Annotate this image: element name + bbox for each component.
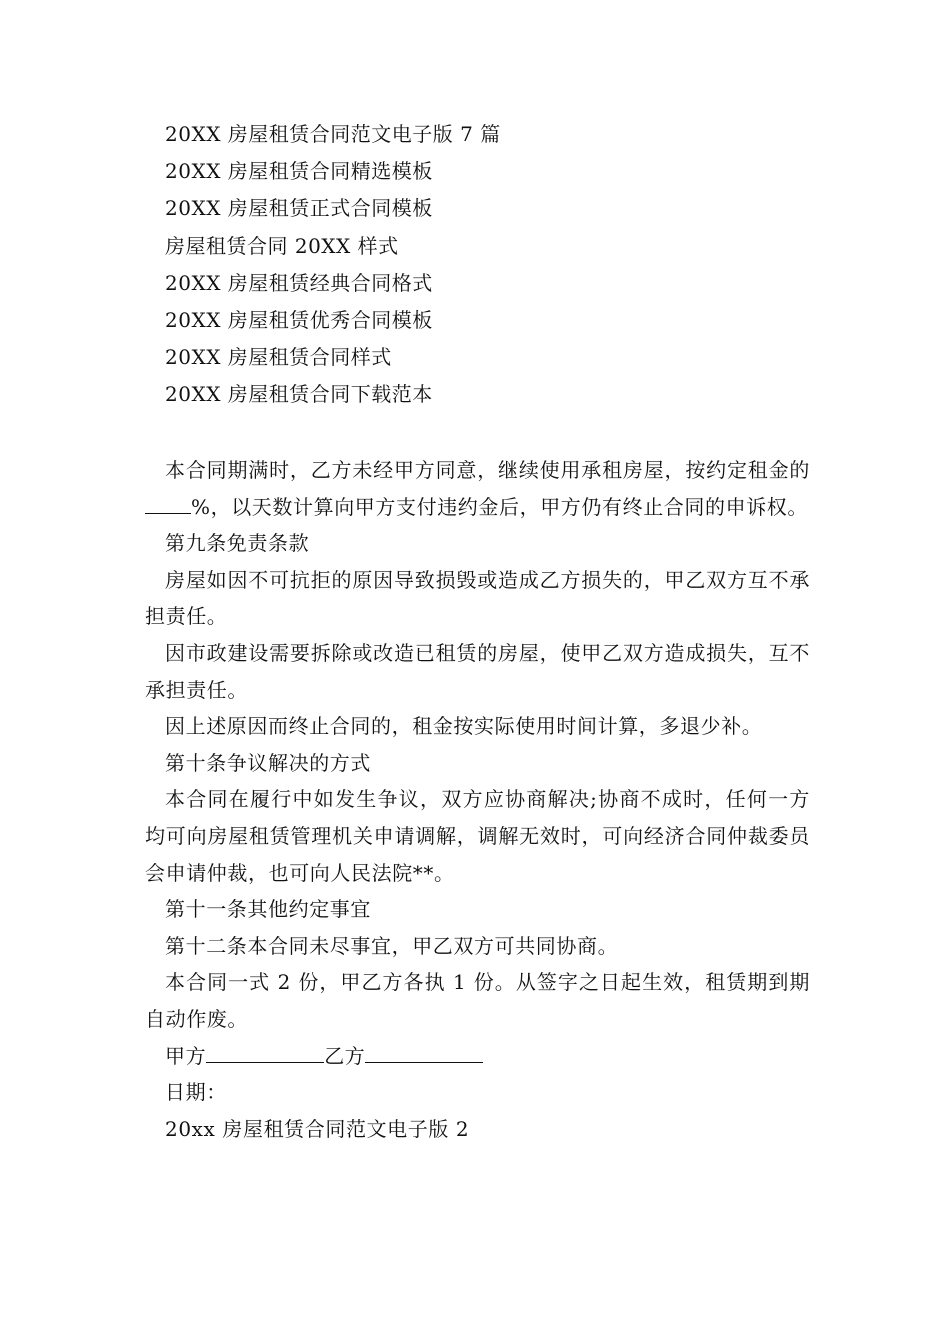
toc-item: 20XX 房屋租赁合同精选模板 xyxy=(165,159,433,184)
toc-item: 20XX 房屋租赁正式合同模板 xyxy=(165,196,433,221)
paragraph-text: %，以天数计算向甲方支付违约金后，甲方仍有终止合同的申诉权。 xyxy=(191,494,809,519)
paragraph-expiry-penalty xyxy=(145,452,810,525)
section-heading-other: 第十一条其他约定事宜 xyxy=(165,897,371,922)
paragraph-municipal-construction: 因市政建设需要拆除或改造已租赁的房屋，使甲乙双方造成损失，互不承担责任。 xyxy=(145,640,810,702)
toc-item: 20XX 房屋租赁合同样式 xyxy=(165,345,392,370)
paragraph-dispute-resolution: 本合同在履行中如发生争议，双方应协商解决;协商不成时，任何一方均可向房屋租赁管理机关申请调解，调解无效时，可向经济合同仲裁委员会申请仲裁，也可向人民法院**。 xyxy=(145,787,810,885)
date-label: 日期： xyxy=(165,1080,227,1105)
section-heading-dispute: 第十条争议解决的方式 xyxy=(165,750,371,775)
paragraph-force-majeure: 房屋如因不可抗拒的原因导致损毁或造成乙方损失的，甲乙双方互不承担责任。 xyxy=(145,567,810,629)
toc-item: 房屋租赁合同 20XX 样式 xyxy=(165,233,399,258)
next-document-title: 20xx 房屋租赁合同范文电子版 2 xyxy=(165,1116,470,1141)
toc-item: 20XX 房屋租赁优秀合同模板 xyxy=(165,307,433,332)
toc-item: 20XX 房屋租赁经典合同格式 xyxy=(165,270,433,295)
paragraph-article-twelve: 第十二条本合同未尽事宜，甲乙双方可共同协商。 xyxy=(165,933,619,958)
signature-line xyxy=(145,1038,810,1075)
paragraph-rent-settlement: 因上述原因而终止合同的，租金按实际使用时间计算，多退少补。 xyxy=(165,714,763,739)
paragraph-copies: 本合同一式 2 份，甲乙方各执 1 份。从签字之日起生效，租赁期到期自动作废。 xyxy=(145,970,810,1031)
toc-item: 20XX 房屋租赁合同范文电子版 7 篇 xyxy=(165,122,501,146)
party-a-label: 甲方 xyxy=(165,1043,207,1068)
toc-item: 20XX 房屋租赁合同下载范本 xyxy=(165,382,433,407)
fill-in-blank xyxy=(145,491,191,514)
section-heading-exemption: 第九条免责条款 xyxy=(165,531,310,556)
party-b-signature-blank xyxy=(365,1040,483,1063)
party-a-signature-blank xyxy=(206,1040,324,1063)
paragraph-text: 本合同期满时，乙方未经甲方同意，继续使用承租房屋，按约定租金的 xyxy=(165,458,810,482)
table-of-contents xyxy=(165,116,805,414)
party-b-label: 乙方 xyxy=(324,1043,366,1068)
contract-body xyxy=(145,452,810,1147)
